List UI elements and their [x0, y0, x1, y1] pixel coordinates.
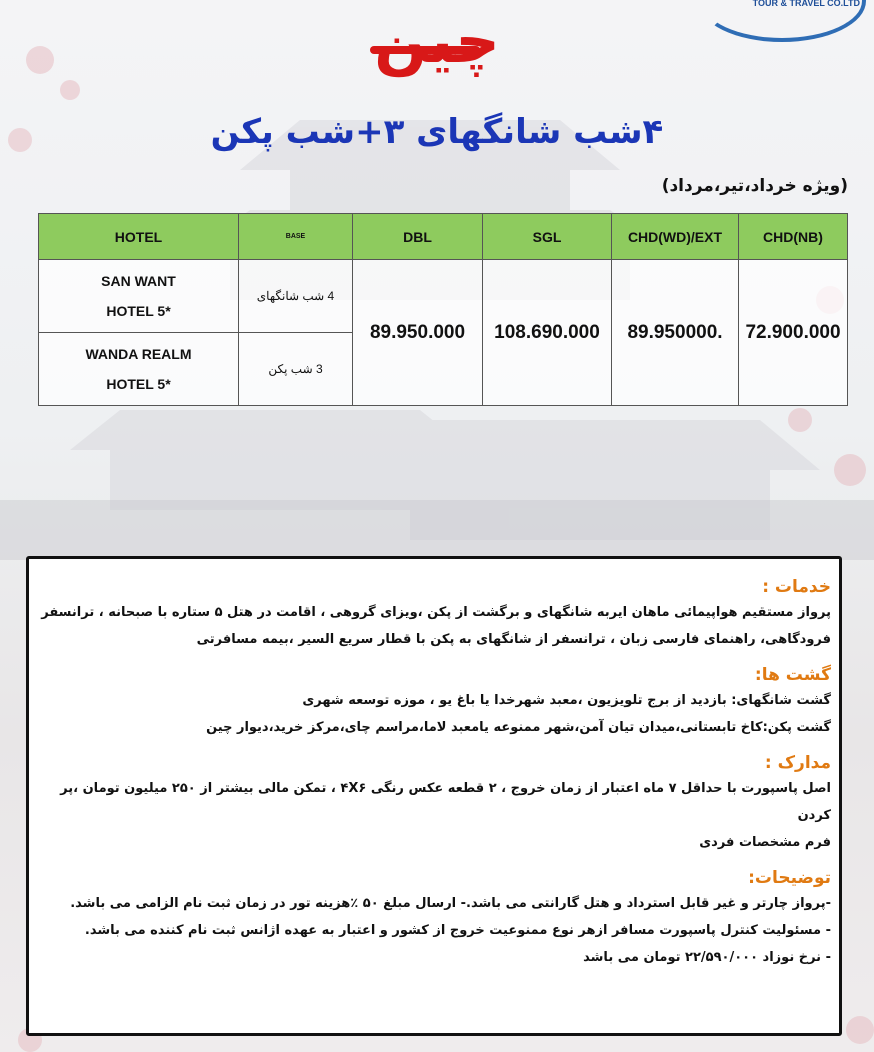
documents-line: اصل پاسپورت با حداقل ۷ ماه اعتبار از زمان خروج ، ۲ قطعه عکس رنگی ۴X۶ ، تمکن مالی بیشتر از ۲۵۰ میلیون تومان ،پر کردن	[60, 781, 831, 823]
hotel-rating: HOTEL 5*	[106, 303, 171, 319]
tours-title: گشت ها:	[754, 665, 831, 685]
services-title: خدمات :	[762, 577, 831, 597]
base-cell: 4 شب شانگهای	[239, 260, 353, 333]
hotel-name: SAN WANT	[101, 273, 176, 289]
notes-line: -پرواز چارتر و غیر قابل استرداد و هتل گارانتی می باشد.- ارسال مبلغ ۵۰ ٪هزینه تور در زمان ثبت نام الزامی می باشد.	[70, 896, 831, 911]
notes-title: توضیحات:	[748, 868, 831, 888]
hotel-cell	[39, 260, 239, 333]
tours-line: گشت پکن:کاخ تابستانی،میدان تیان آمن،شهر ممنوعه یامعبد لاما،مراسم چای،مرکز خرید،دیوار چین	[206, 720, 831, 735]
services-line: پرواز مستقیم هواپیمائی ماهان ایربه شانگهای و برگشت از پکن ،ویزای گروهی ، اقامت در هتل ۵ ستاره با صبحانه ، ترانسفر	[41, 605, 831, 620]
notes-line: - مسئولیت کنترل پاسپورت مسافر ازهر نوع ممنوعیت خروج از کشور و اعتبار به عهده اژانس ثبت نام کننده می باشد.	[84, 923, 831, 938]
page-title: چین	[374, 4, 500, 77]
col-base: BASE	[239, 214, 353, 260]
col-chd-wd: CHD(WD)/EXT	[612, 214, 739, 260]
base-cell: 3 شب پکن	[239, 333, 353, 406]
price-dbl: 89.950.000	[353, 260, 483, 406]
hotel-name: WANDA REALM	[85, 346, 192, 362]
hotel-cell	[39, 333, 239, 406]
notes-line: - نرخ نوزاد ۲۲/۵۹۰/۰۰۰ تومان می باشد	[583, 950, 831, 965]
col-chd-nb: CHD(NB)	[739, 214, 848, 260]
price-table	[38, 213, 848, 406]
table-header-row	[39, 214, 848, 260]
tours-line: گشت شانگهای: بازدید از برج تلویزیون ،معبد شهرخدا یا باغ یو ، موزه توسعه شهری	[302, 693, 831, 708]
price-chd-wd: 89.950000.	[612, 260, 739, 406]
logo-text: TOUR & TRAVEL CO.LTD	[752, 0, 860, 8]
documents-line: فرم مشخصات فردی	[699, 835, 831, 850]
table-row	[39, 260, 848, 333]
documents-title: مدارک :	[764, 753, 831, 773]
price-sgl: 108.690.000	[483, 260, 612, 406]
info-box	[26, 556, 842, 1036]
season-note: (ویژه خرداد،تیر،مرداد)	[661, 176, 848, 196]
col-sgl: SGL	[483, 214, 612, 260]
tour-subtitle: ۴شب شانگهای ۳+شب پکن	[210, 112, 664, 152]
col-hotel: HOTEL	[39, 214, 239, 260]
services-line: فرودگاهی، راهنمای فارسی زبان ، ترانسفر از شانگهای به پکن با قطار سریع السیر ،بیمه مسافرتی	[196, 632, 831, 647]
price-chd-nb: 72.900.000	[739, 260, 848, 406]
col-dbl: DBL	[353, 214, 483, 260]
hotel-rating: HOTEL 5*	[106, 376, 171, 392]
